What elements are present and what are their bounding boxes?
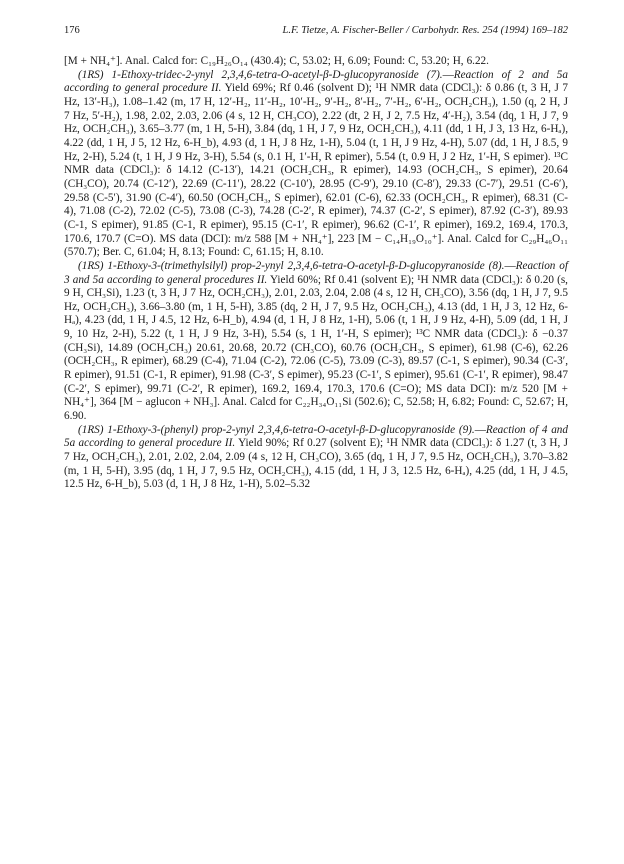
em-dash: — [474, 423, 486, 436]
compound-title: 1-Ethoxy-3-(trimethylsilyl) prop-2-ynyl 2,3,4,6-tetra-O-acetyl-β-D-glucopyranoside (8). [107, 259, 505, 272]
method-statement: Reaction of 2 and 5a according to general procedure II. [64, 68, 568, 95]
page-header [64, 24, 568, 37]
paragraph-compound-9 [64, 424, 568, 492]
compound-prefix: (1RS) [78, 423, 108, 436]
paragraph-continued [64, 55, 568, 69]
paragraph-text: Yield 90%; Rf 0.27 (solvent E); ¹H NMR data (CDCl₃): δ 1.27 (t, 3 H, J 7 Hz, OCH₂CH₃), 2.01, 2.02, 2.04, 2.09 (4 s, 12 H, CH₃CO), 3.65 (dq, 1 H, J 7, 9.5 Hz, OCH₂CH₃), 3.70–3.82 (m, 1 H, 5-H), 3.95 (dq, 1 H, J 7, 9.5 Hz, OCH₂CH₃), 4.15 (dd, 1 H, J 3, 12.5 Hz, 6-Hₐ), 4.25 (dd, 1 H, J 4.5, 12.5 Hz, 6-H_b), 5.03 (d, 1 H, J 8 Hz, 1-H), 5.02–5.32 [64, 437, 569, 491]
paragraph-text: Yield 60%; Rf 0.41 (solvent E); ¹H NMR data (CDCl₃): δ 0.20 (s, 9 H, CH₃Si), 1.23 (t, 3 H, J 7 Hz, OCH₂CH₃), 2.01, 2.03, 2.04, 2.08 (4 s, 12 H, CH₃CO), 3.56 (dq, 1 H, J 7, 9.5 Hz, OCH₂CH₃), 3.66–3.80 (m, 1 H, 5-H), 3.85 (dq, 2 H, J 7, 9.5 Hz, OCH₂CH₃), 4.13 (dd, 1 H, J 3, 12 Hz, 6-Hₐ), 4.23 (dd, 1 H, J 4.5, 12 Hz, 6-H_b), 4.94 (d, 1 H, J 8 Hz, 1-H), 5.06 (t, 1 H, J 9 Hz, 4-H), 5.09 (dd, 1 H, J 9, 10 Hz, 2-H), 5.22 (t, 1 H, J 9 Hz, 3-H), 5.54 (s, 1 H, 1′-H, S epimer); ¹³C NMR data (CDCl₃): δ −0.37 (CH₃Si), 14.89 (OCH₂CH₃) 20.61, 20.68, 20.72 (CH₃CO), 60.76 (OCH₂CH₃, S epimer), 61.98 (C-6), 62.26 (OCH₂CH₃, R epimer), 68.29 (C-4), 71.04 (C-2), 72.06 (C-5), 73.09 (C-3), 89.57 (C-1, S epimer), 90.34 (C-3′, R epimer), 91.51 (C-1, R epimer), 91.98 (C-3′, S epimer), 95.23 (C-1′, S epimer), 95.61 (C-1′, R epimer), 98.47 (C-2′, S epimer), 99.71 (C-2′, R epimer), 169.2, 169.4, 170.3, 170.6 (C=O); MS data DCI): m/z 520 [M + NH₄⁺], 364 [M − aglucon + NH₃]. Anal. Calcd for C₂₂H₃₄O₁₁Si (502.6); C, 52.58; H, 6.82; Found: C, 52.67; H, 6.90. [64, 273, 568, 423]
paragraph-text: Yield 69%; Rf 0.46 (solvent D); ¹H NMR data (CDCl₃): δ 0.86 (t, 3 H, J 7 Hz, 13′-H₃), 1.08–1.42 (m, 17 H, 12′-H₂, 11′-H₂, 10′-H₂, 9′-H₂, 8′-H₂, 7′-H₂, 6′-H₂, OCH₂CH₃), 1.50 (q, 2 H, J 7 Hz, 5′-H₂), 1.98, 2.02, 2.03, 2.06 (4 s, 12 H, CH₃CO), 2.22 (dt, 2 H, J 2, 7.5 Hz, 4′-H₂), 3.54 (dq, 1 H, J 7, 9 Hz, OCH₂CH₃), 3.65–3.77 (m, 1 H, 5-H), 3.84 (dq, 1 H, J 7, 9 Hz, OCH₂CH₃), 4.11 (dd, 1 H, J 3, 13 Hz, 6-Hₐ), 4.22 (dd, 1 H, J 5, 12 Hz, 6-H_b), 4.93 (d, 1 H, J 8 Hz, 1-H), 5.04 (t, 1 H, J 9 Hz, 4-H), 5.07 (dd, 1 H, J 8.5, 9 Hz, 2-H), 5.24 (t, 1 H, J 9 Hz, 3-H), 5.54 (s, 0.1 H, 1′-H, R epimer), 5.54 (t, 0.9 H, J 2 Hz, 1′-H, S epimer). ¹³C NMR data (CDCl₃): δ 14.12 (C-13′), 14.21 (OCH₂CH₃, R epimer), 14.93 (OCH₂CH₃, S epimer), 20.64 (CH₃CO), 20.74 (C-12′), 22.69 (C-11′), 28.22 (C-10′), 28.95 (C-9′), 29.10 (C-8′), 29.33 (C-7′), 29.51 (C-6′), 29.58 (C-5′), 31.90 (C-4′), 60.50 (OCH₂CH₃, S epimer), 62.01 (C-6), 62.33 (OCH₂CH₃, R epimer), 68.31 (C-4), 71.08 (C-2), 72.02 (C-5), 73.08 (C-3), 74.28 (C-2′, R epimer), 74.37 (C-2′, S epimer), 87.92 (C-3′), 89.93 (C-1, S epimer), 91.85 (C-1, R epimer), 95.15 (C-1′, R epimer), 96.62 (C-1′, R epimer), 169.2, 169.4, 170.3, 170.6, 170.7 (C=O). MS data (DCI): m/z 588 [M + NH₄⁺], 223 [M − C₁₄H₁₉O₁₀⁺]. Anal. Calcd for C₂₉H₄₆O₁₁ (570.7); Ber. C, 61.04; H, 8.13; Found: C, 61.15; H, 8.10. [64, 82, 568, 259]
compound-title: 1-Ethoxy-3-(phenyl) prop-2-ynyl 2,3,4,6-tetra-O-acetyl-β-D-glucopyranoside (9). [107, 423, 475, 436]
method-statement: Reaction of 4 and 5a according to general procedure II. [64, 423, 568, 450]
method-statement: Reaction of 3 and 5a according to general procedures II. [64, 259, 568, 286]
em-dash: — [504, 259, 516, 272]
compound-prefix: (1RS) [78, 68, 112, 81]
compound-prefix: (1RS) [78, 259, 108, 272]
paragraph-text: [M + NH₄⁺]. Anal. Calcd for: C₁₉H₂₆O₁₄ (430.4); C, 53.02; H, 6.09; Found: C, 53.20; H, 6.22. [64, 55, 489, 67]
compound-title: 1-Ethoxy-tridec-2-ynyl 2,3,4,6-tetra-O-acetyl-β-D-glucopyranoside (7). [111, 68, 443, 81]
journal-page [64, 24, 568, 492]
paragraph-compound-7 [64, 69, 568, 260]
running-head: L.F. Tietze, A. Fischer-Beller / Carbohydr. Res. 254 (1994) 169–182 [282, 25, 568, 36]
page-number: 176 [64, 25, 80, 36]
em-dash: — [442, 68, 454, 81]
paragraph-compound-8 [64, 260, 568, 424]
